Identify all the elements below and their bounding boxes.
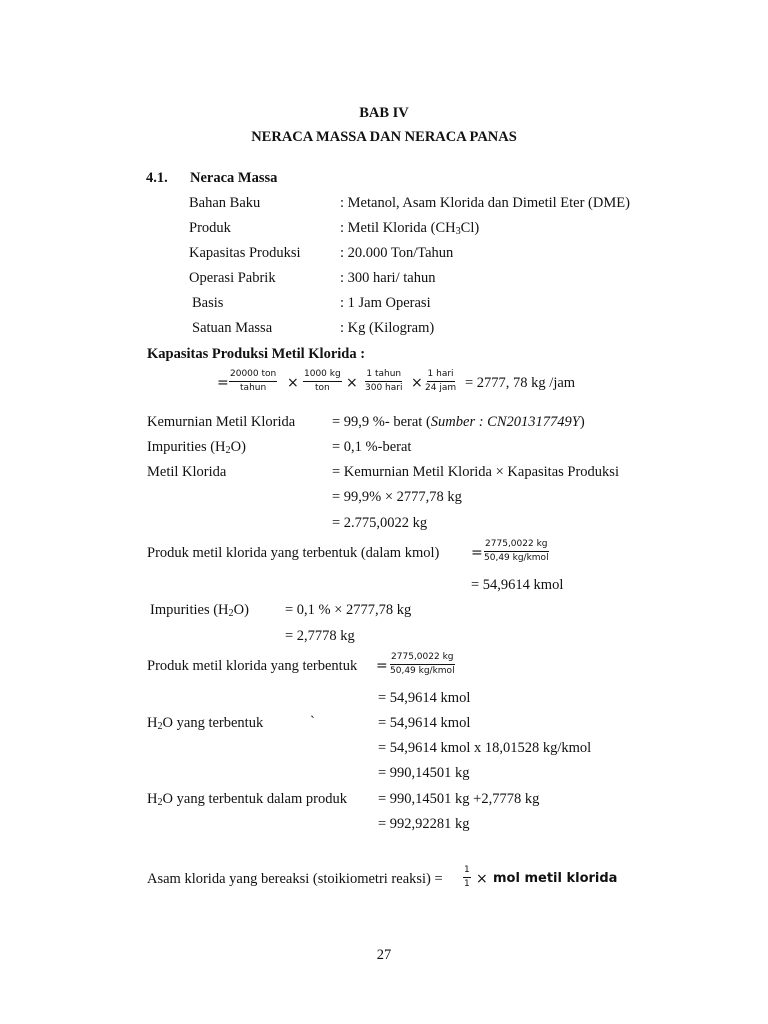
acid-times: × xyxy=(476,871,488,887)
spec-label-operasi: Operasi Pabrik xyxy=(189,270,276,286)
kmol-fraction-1: 2775,0022 kg 50,49 kg/kmol xyxy=(484,539,549,563)
acid-label: Asam klorida yang bereaksi (stoikiometri reaksi) = xyxy=(147,871,443,887)
kmol-label-1: Produk metil klorida yang terbentuk (dalam kmol) xyxy=(147,545,440,561)
purity-source: Sumber : CN201317749Y xyxy=(430,414,580,430)
water-value-2: = 54,9614 kmol x 18,01528 kg/kmol xyxy=(378,740,592,756)
capacity-times-3: × xyxy=(411,375,423,391)
acid-tail: mol metil klorida xyxy=(493,871,618,886)
water-product-value-1: = 990,14501 kg +2,7778 kg xyxy=(378,791,540,807)
spec-value-operasi: : 300 hari/ tahun xyxy=(340,270,436,286)
acid-fraction: $\frac{1}{1}$ xyxy=(464,865,470,889)
kmol-result-2: = 54,9614 kmol xyxy=(378,690,471,706)
capacity-fraction-3: 1 tahun 300 hari xyxy=(365,369,403,393)
kmol-label-2: Produk metil klorida yang terbentuk xyxy=(147,658,358,674)
water-value-1: = 54,9614 kmol xyxy=(378,715,471,731)
chapter-title: NERACA MASSA DAN NERACA PANAS xyxy=(251,129,517,145)
page-number: 27 xyxy=(376,947,392,963)
water-value-3: = 990,14501 kg xyxy=(378,765,470,781)
capacity-times-2: × xyxy=(346,375,358,391)
capacity-fraction-2: 1000 kg ton xyxy=(304,369,341,393)
capacity-result: = 2777, 78 kg /jam xyxy=(465,375,576,391)
capacity-equals: = xyxy=(217,375,229,391)
spec-label-produk: Produk xyxy=(189,220,231,236)
impurities-calc-2: = 2,7778 kg xyxy=(285,628,355,644)
metil-klorida-formula: = Kemurnian Metil Klorida × Kapasitas Produksi xyxy=(332,464,619,480)
purity-label: Kemurnian Metil Klorida xyxy=(147,414,296,430)
spec-value-basis: : 1 Jam Operasi xyxy=(340,295,431,311)
water-product-label: $H_2O$ yang terbentuk dalam produk xyxy=(147,791,347,808)
water-tick: ` xyxy=(310,714,315,730)
spec-label-basis: Basis xyxy=(192,295,224,311)
section-title: Neraca Massa xyxy=(190,170,278,186)
capacity-times-1: × xyxy=(287,375,299,391)
metil-klorida-label: Metil Klorida xyxy=(147,464,227,480)
water-label: $H_2O$ yang terbentuk xyxy=(147,715,264,732)
impurities-calc-label: Impurities $(H_2O)$ xyxy=(150,602,249,619)
spec-value-produk: : Metil Klorida $(CH_3Cl)$ xyxy=(340,220,480,237)
water-product-value-2: = 992,92281 kg xyxy=(378,816,470,832)
impurities-calc-1: = 0,1 % × 2777,78 kg xyxy=(285,602,412,618)
capacity-heading: Kapasitas Produksi Metil Klorida : xyxy=(147,346,366,362)
spec-label-satuan: Satuan Massa xyxy=(192,320,273,336)
kmol-equals-2: = xyxy=(376,658,388,674)
metil-klorida-result: = 2.775,0022 kg xyxy=(332,515,428,531)
metil-klorida-substitution: = 99,9% × 2777,78 kg xyxy=(332,489,462,505)
impurities-label: Impurities $(H_2O)$ xyxy=(147,439,246,456)
capacity-fraction-1: 20000 ton tahun xyxy=(230,369,277,393)
spec-value-bahan-baku: : Metanol, Asam Klorida dan Dimetil Eter (DME) xyxy=(340,195,630,211)
spec-label-kapasitas: Kapasitas Produksi xyxy=(189,245,301,261)
spec-value-kapasitas: : 20.000 Ton/Tahun xyxy=(340,245,454,261)
chapter-heading: BAB IV xyxy=(359,105,409,121)
kmol-fraction-2: 2775,0022 kg 50,49 kg/kmol xyxy=(390,652,455,676)
purity-value: = 99,9 %- berat (Sumber : CN201317749Y) xyxy=(332,414,585,430)
spec-value-satuan: : Kg (Kilogram) xyxy=(340,320,435,336)
section-number: 4.1. xyxy=(146,170,168,186)
kmol-result-1: = 54,9614 kmol xyxy=(471,577,564,593)
capacity-fraction-4: 1 hari 24 jam xyxy=(425,369,457,393)
impurities-value: = 0,1 %-berat xyxy=(332,439,412,455)
kmol-equals-1: = xyxy=(471,545,483,561)
spec-label-bahan-baku: Bahan Baku xyxy=(189,195,261,211)
